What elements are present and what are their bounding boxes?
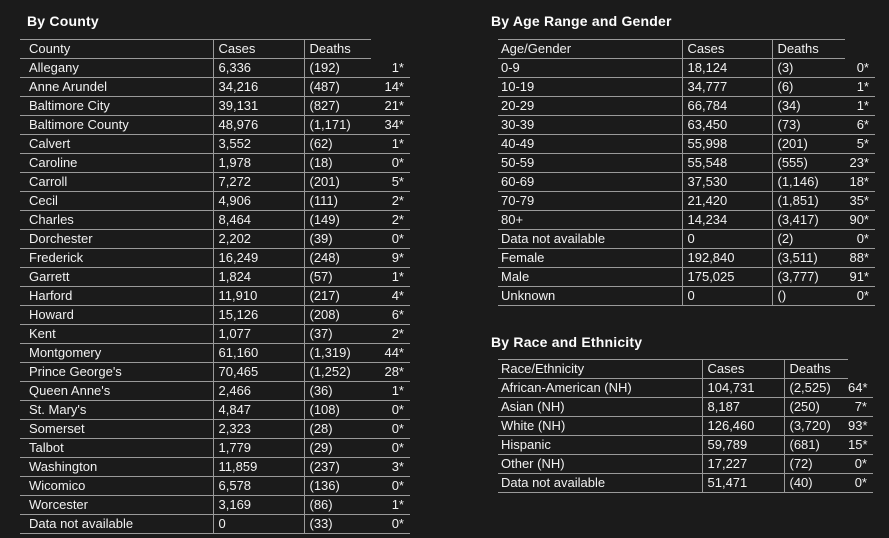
table-row [20, 116, 410, 135]
label-cell: Hispanic [498, 436, 702, 455]
label-cell: Garrett [20, 268, 213, 287]
table-header [20, 40, 410, 59]
deaths-cell: (34) [772, 97, 845, 116]
cases-cell: 3,552 [213, 135, 304, 154]
label-cell: 40-49 [498, 135, 682, 154]
cases-cell: 1,978 [213, 154, 304, 173]
label-cell: Asian (NH) [498, 398, 702, 417]
deaths-cell: (86) [304, 496, 371, 515]
by-age-gender-section [491, 13, 875, 306]
probable-deaths-cell: 1* [371, 135, 410, 154]
deaths-cell: (250) [784, 398, 848, 417]
table-row [20, 382, 410, 401]
deaths-cell: (1,319) [304, 344, 371, 363]
label-cell: Data not available [498, 230, 682, 249]
by-county-section [20, 13, 410, 534]
deaths-cell: (217) [304, 287, 371, 306]
by-county-title: By County [27, 13, 99, 29]
deaths-cell: (149) [304, 211, 371, 230]
probable-deaths-cell: 5* [371, 173, 410, 192]
probable-deaths-cell: 3* [371, 458, 410, 477]
probable-deaths-cell: 1* [845, 97, 875, 116]
header-row [498, 360, 873, 379]
probable-deaths-cell: 90* [845, 211, 875, 230]
county-column-header: County [20, 40, 213, 59]
cases-cell: 126,460 [702, 417, 784, 436]
deaths-cell: (3,777) [772, 268, 845, 287]
table-row [498, 417, 873, 436]
label-cell: Baltimore County [20, 116, 213, 135]
label-cell: Data not available [20, 515, 213, 534]
table-row [20, 97, 410, 116]
table-row [20, 515, 410, 534]
deaths-cell: (62) [304, 135, 371, 154]
probable-deaths-column-header [848, 360, 873, 379]
table-row [20, 173, 410, 192]
label-cell: Unknown [498, 287, 682, 306]
deaths-cell: (28) [304, 420, 371, 439]
probable-deaths-cell: 0* [371, 401, 410, 420]
label-cell: Baltimore City [20, 97, 213, 116]
probable-deaths-cell: 88* [845, 249, 875, 268]
table-row [20, 439, 410, 458]
deaths-cell: (136) [304, 477, 371, 496]
deaths-cell: (1,146) [772, 173, 845, 192]
cases-cell: 2,202 [213, 230, 304, 249]
label-cell: Prince George's [20, 363, 213, 382]
cases-cell: 192,840 [682, 249, 772, 268]
cases-column-header: Cases [213, 40, 304, 59]
table-row [20, 59, 410, 78]
probable-deaths-cell: 0* [371, 477, 410, 496]
deaths-cell: (2) [772, 230, 845, 249]
cases-cell: 0 [682, 230, 772, 249]
label-cell: Female [498, 249, 682, 268]
table-row [20, 458, 410, 477]
table-row [20, 477, 410, 496]
table-row [498, 287, 875, 306]
probable-deaths-cell: 0* [848, 474, 873, 493]
label-cell: 80+ [498, 211, 682, 230]
table-header [498, 360, 873, 379]
probable-deaths-cell: 6* [845, 116, 875, 135]
cases-cell: 34,777 [682, 78, 772, 97]
table-row [498, 398, 873, 417]
probable-deaths-cell: 5* [845, 135, 875, 154]
probable-deaths-cell: 28* [371, 363, 410, 382]
deaths-cell: (39) [304, 230, 371, 249]
probable-deaths-cell: 0* [845, 287, 875, 306]
cases-cell: 18,124 [682, 59, 772, 78]
probable-deaths-cell: 0* [845, 59, 875, 78]
cases-cell: 1,824 [213, 268, 304, 287]
label-cell: Wicomico [20, 477, 213, 496]
deaths-cell: () [772, 287, 845, 306]
deaths-cell: (237) [304, 458, 371, 477]
table-row [498, 59, 875, 78]
table-row [498, 173, 875, 192]
deaths-cell: (111) [304, 192, 371, 211]
deaths-cell: (487) [304, 78, 371, 97]
cases-cell: 104,731 [702, 379, 784, 398]
table-row [498, 154, 875, 173]
table-row [498, 135, 875, 154]
probable-deaths-cell: 2* [371, 211, 410, 230]
label-cell: St. Mary's [20, 401, 213, 420]
table-row [498, 249, 875, 268]
probable-deaths-cell: 0* [371, 515, 410, 534]
table-row [498, 116, 875, 135]
probable-deaths-cell: 1* [371, 59, 410, 78]
cases-cell: 15,126 [213, 306, 304, 325]
by-race-ethnicity-table [498, 359, 873, 493]
label-cell: Calvert [20, 135, 213, 154]
table-row [498, 455, 873, 474]
deaths-column-header: Deaths [304, 40, 371, 59]
table-row [20, 344, 410, 363]
deaths-cell: (2,525) [784, 379, 848, 398]
label-cell: African-American (NH) [498, 379, 702, 398]
cases-cell: 14,234 [682, 211, 772, 230]
label-cell: Washington [20, 458, 213, 477]
cases-cell: 1,779 [213, 439, 304, 458]
deaths-cell: (248) [304, 249, 371, 268]
probable-deaths-cell: 6* [371, 306, 410, 325]
cases-cell: 51,471 [702, 474, 784, 493]
table-row [20, 496, 410, 515]
probable-deaths-cell: 18* [845, 173, 875, 192]
table-row [20, 211, 410, 230]
probable-deaths-cell: 2* [371, 325, 410, 344]
probable-deaths-cell: 23* [845, 154, 875, 173]
table-row [20, 401, 410, 420]
deaths-cell: (681) [784, 436, 848, 455]
table-row [20, 78, 410, 97]
deaths-cell: (3) [772, 59, 845, 78]
deaths-column-header: Deaths [772, 40, 845, 59]
cases-cell: 0 [213, 515, 304, 534]
probable-deaths-cell: 35* [845, 192, 875, 211]
cases-cell: 7,272 [213, 173, 304, 192]
cases-cell: 16,249 [213, 249, 304, 268]
cases-cell: 55,548 [682, 154, 772, 173]
by-age-gender-title: By Age Range and Gender [491, 13, 672, 29]
probable-deaths-cell: 0* [371, 439, 410, 458]
deaths-cell: (57) [304, 268, 371, 287]
race-ethnicity-column-header: Race/Ethnicity [498, 360, 702, 379]
cases-cell: 37,530 [682, 173, 772, 192]
table-row [20, 154, 410, 173]
cases-cell: 4,847 [213, 401, 304, 420]
cases-cell: 8,187 [702, 398, 784, 417]
probable-deaths-cell: 93* [848, 417, 873, 436]
label-cell: 10-19 [498, 78, 682, 97]
by-race-ethnicity-section [491, 334, 873, 493]
label-cell: Somerset [20, 420, 213, 439]
label-cell: Kent [20, 325, 213, 344]
probable-deaths-cell: 91* [845, 268, 875, 287]
label-cell: 50-59 [498, 154, 682, 173]
cases-cell: 2,466 [213, 382, 304, 401]
deaths-cell: (555) [772, 154, 845, 173]
table-body [20, 59, 410, 534]
label-cell: Data not available [498, 474, 702, 493]
deaths-cell: (36) [304, 382, 371, 401]
deaths-cell: (18) [304, 154, 371, 173]
probable-deaths-cell: 15* [848, 436, 873, 455]
label-cell: 60-69 [498, 173, 682, 192]
deaths-cell: (108) [304, 401, 371, 420]
label-cell: Frederick [20, 249, 213, 268]
probable-deaths-cell: 0* [371, 420, 410, 439]
table-row [498, 436, 873, 455]
probable-deaths-cell: 0* [848, 455, 873, 474]
cases-column-header: Cases [702, 360, 784, 379]
header-row [20, 40, 410, 59]
label-cell: 20-29 [498, 97, 682, 116]
probable-deaths-cell: 1* [845, 78, 875, 97]
cases-cell: 2,323 [213, 420, 304, 439]
cases-cell: 8,464 [213, 211, 304, 230]
table-row [498, 211, 875, 230]
probable-deaths-cell: 1* [371, 496, 410, 515]
cases-cell: 1,077 [213, 325, 304, 344]
probable-deaths-cell: 0* [845, 230, 875, 249]
table-body [498, 379, 873, 493]
cases-cell: 70,465 [213, 363, 304, 382]
deaths-cell: (72) [784, 455, 848, 474]
deaths-cell: (1,851) [772, 192, 845, 211]
label-cell: Worcester [20, 496, 213, 515]
deaths-cell: (29) [304, 439, 371, 458]
label-cell: Allegany [20, 59, 213, 78]
label-cell: Cecil [20, 192, 213, 211]
label-cell: Male [498, 268, 682, 287]
table-row [20, 135, 410, 154]
probable-deaths-cell: 0* [371, 154, 410, 173]
probable-deaths-column-header [845, 40, 875, 59]
cases-cell: 4,906 [213, 192, 304, 211]
table-row [20, 192, 410, 211]
cases-cell: 6,336 [213, 59, 304, 78]
table-row [20, 230, 410, 249]
deaths-cell: (3,417) [772, 211, 845, 230]
probable-deaths-cell: 14* [371, 78, 410, 97]
table-row [498, 474, 873, 493]
label-cell: Anne Arundel [20, 78, 213, 97]
table-row [20, 268, 410, 287]
table-row [498, 268, 875, 287]
cases-cell: 21,420 [682, 192, 772, 211]
deaths-cell: (40) [784, 474, 848, 493]
cases-cell: 175,025 [682, 268, 772, 287]
cases-cell: 55,998 [682, 135, 772, 154]
label-cell: 0-9 [498, 59, 682, 78]
cases-column-header: Cases [682, 40, 772, 59]
deaths-cell: (33) [304, 515, 371, 534]
label-cell: White (NH) [498, 417, 702, 436]
cases-cell: 11,910 [213, 287, 304, 306]
label-cell: Caroline [20, 154, 213, 173]
probable-deaths-cell: 0* [371, 230, 410, 249]
label-cell: Harford [20, 287, 213, 306]
deaths-cell: (201) [304, 173, 371, 192]
probable-deaths-cell: 9* [371, 249, 410, 268]
by-race-ethnicity-title: By Race and Ethnicity [491, 334, 643, 350]
table-row [20, 420, 410, 439]
table-row [498, 379, 873, 398]
probable-deaths-cell: 4* [371, 287, 410, 306]
label-cell: Howard [20, 306, 213, 325]
label-cell: Carroll [20, 173, 213, 192]
cases-cell: 11,859 [213, 458, 304, 477]
probable-deaths-cell: 64* [848, 379, 873, 398]
cases-cell: 0 [682, 287, 772, 306]
label-cell: Montgomery [20, 344, 213, 363]
probable-deaths-column-header [371, 40, 410, 59]
label-cell: Charles [20, 211, 213, 230]
cases-cell: 17,227 [702, 455, 784, 474]
deaths-cell: (3,511) [772, 249, 845, 268]
deaths-cell: (1,252) [304, 363, 371, 382]
label-cell: Dorchester [20, 230, 213, 249]
cases-cell: 3,169 [213, 496, 304, 515]
cases-cell: 66,784 [682, 97, 772, 116]
cases-cell: 39,131 [213, 97, 304, 116]
label-cell: 70-79 [498, 192, 682, 211]
cases-cell: 61,160 [213, 344, 304, 363]
label-cell: Talbot [20, 439, 213, 458]
table-row [20, 249, 410, 268]
probable-deaths-cell: 1* [371, 382, 410, 401]
probable-deaths-cell: 21* [371, 97, 410, 116]
table-row [498, 78, 875, 97]
cases-cell: 6,578 [213, 477, 304, 496]
table-body [498, 59, 875, 306]
cases-cell: 59,789 [702, 436, 784, 455]
table-row [20, 363, 410, 382]
by-county-table [20, 39, 410, 534]
deaths-column-header: Deaths [784, 360, 848, 379]
label-cell: Other (NH) [498, 455, 702, 474]
deaths-cell: (1,171) [304, 116, 371, 135]
table-row [20, 325, 410, 344]
deaths-cell: (208) [304, 306, 371, 325]
deaths-cell: (3,720) [784, 417, 848, 436]
deaths-cell: (192) [304, 59, 371, 78]
cases-cell: 48,976 [213, 116, 304, 135]
deaths-cell: (6) [772, 78, 845, 97]
probable-deaths-cell: 44* [371, 344, 410, 363]
cases-cell: 34,216 [213, 78, 304, 97]
table-row [20, 306, 410, 325]
table-row [498, 97, 875, 116]
deaths-cell: (201) [772, 135, 845, 154]
table-row [20, 287, 410, 306]
probable-deaths-cell: 34* [371, 116, 410, 135]
age-gender-column-header: Age/Gender [498, 40, 682, 59]
by-age-gender-table [498, 39, 875, 306]
label-cell: Queen Anne's [20, 382, 213, 401]
table-row [498, 230, 875, 249]
table-row [498, 192, 875, 211]
table-header [498, 40, 875, 59]
deaths-cell: (37) [304, 325, 371, 344]
probable-deaths-cell: 7* [848, 398, 873, 417]
probable-deaths-cell: 1* [371, 268, 410, 287]
header-row [498, 40, 875, 59]
deaths-cell: (827) [304, 97, 371, 116]
deaths-cell: (73) [772, 116, 845, 135]
cases-cell: 63,450 [682, 116, 772, 135]
label-cell: 30-39 [498, 116, 682, 135]
probable-deaths-cell: 2* [371, 192, 410, 211]
